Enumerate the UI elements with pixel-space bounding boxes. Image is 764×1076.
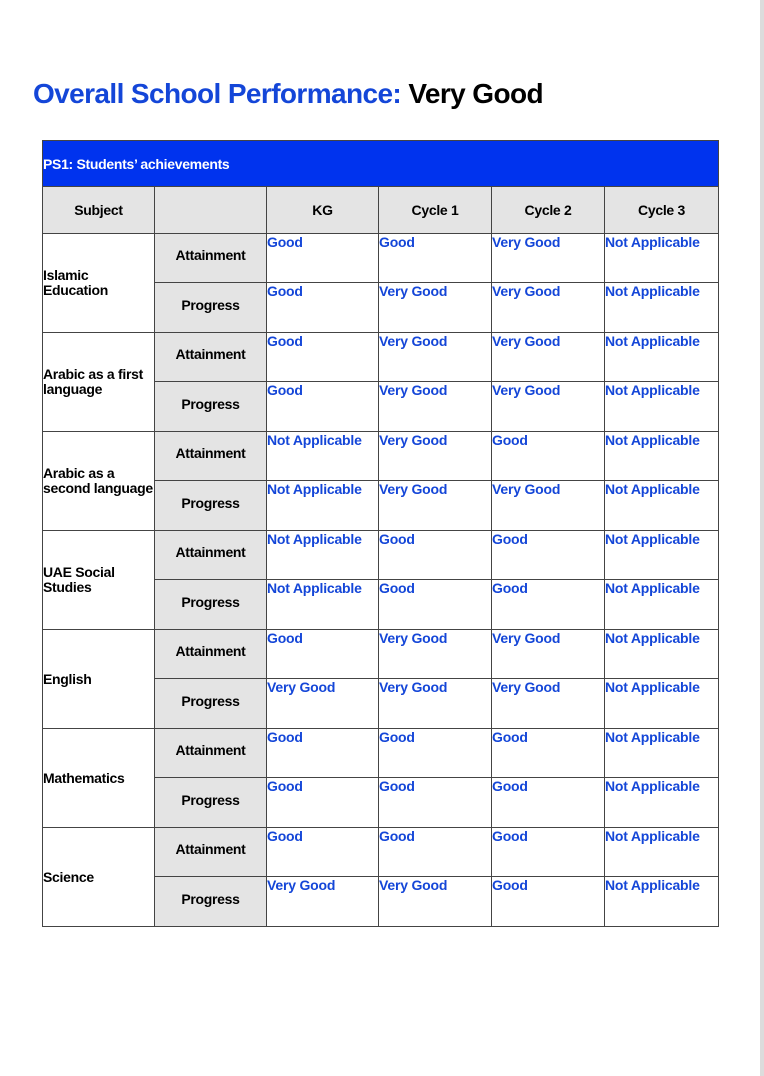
metric-label: Progress: [155, 778, 267, 828]
rating-cell: Not Applicable: [605, 828, 719, 877]
subject-name: Islamic Education: [43, 234, 155, 333]
subject-name: English: [43, 630, 155, 729]
rating-cell: Not Applicable: [605, 333, 719, 382]
rating-cell: Not Applicable: [267, 481, 379, 531]
table-row: [43, 828, 719, 877]
rating-cell: Very Good: [379, 382, 492, 432]
rating-cell: Good: [267, 729, 379, 778]
rating-cell: Good: [267, 234, 379, 283]
rating-cell: Not Applicable: [267, 580, 379, 630]
rating-cell: Not Applicable: [605, 630, 719, 679]
table-row: [43, 234, 719, 283]
page-title: [33, 78, 543, 110]
metric-label: Progress: [155, 679, 267, 729]
metric-label: Attainment: [155, 828, 267, 877]
column-header-cycle-1: Cycle 1: [379, 187, 492, 234]
rating-cell: Very Good: [267, 877, 379, 927]
rating-cell: Good: [492, 778, 605, 828]
rating-cell: Good: [379, 531, 492, 580]
metric-label: Attainment: [155, 432, 267, 481]
rating-cell: Good: [267, 630, 379, 679]
metric-label: Attainment: [155, 333, 267, 382]
rating-cell: Not Applicable: [605, 679, 719, 729]
rating-cell: Not Applicable: [605, 234, 719, 283]
column-header-metric: [155, 187, 267, 234]
rating-cell: Good: [267, 778, 379, 828]
metric-label: Progress: [155, 580, 267, 630]
metric-label: Progress: [155, 877, 267, 927]
rating-cell: Very Good: [379, 630, 492, 679]
rating-cell: Good: [379, 778, 492, 828]
metric-label: Progress: [155, 481, 267, 531]
rating-cell: Good: [267, 333, 379, 382]
rating-cell: Very Good: [492, 481, 605, 531]
table-row: [43, 630, 719, 679]
rating-cell: Very Good: [492, 630, 605, 679]
rating-cell: Good: [267, 828, 379, 877]
rating-cell: Good: [492, 877, 605, 927]
rating-cell: Very Good: [492, 679, 605, 729]
rating-cell: Not Applicable: [605, 778, 719, 828]
rating-cell: Not Applicable: [605, 283, 719, 333]
rating-cell: Very Good: [379, 679, 492, 729]
rating-cell: Good: [492, 432, 605, 481]
rating-cell: Good: [379, 729, 492, 778]
rating-cell: Not Applicable: [605, 580, 719, 630]
column-header-cycle-3: Cycle 3: [605, 187, 719, 234]
table-title: PS1: Students’ achievements: [43, 141, 719, 187]
rating-cell: Not Applicable: [605, 481, 719, 531]
rating-cell: Very Good: [492, 382, 605, 432]
metric-label: Attainment: [155, 729, 267, 778]
rating-cell: Very Good: [379, 333, 492, 382]
column-header-subject: Subject: [43, 187, 155, 234]
rating-cell: Not Applicable: [267, 432, 379, 481]
rating-cell: Very Good: [379, 432, 492, 481]
subject-name: Science: [43, 828, 155, 927]
subject-name: Arabic as a second language: [43, 432, 155, 531]
rating-cell: Not Applicable: [605, 877, 719, 927]
page-title-value: Very Good: [408, 78, 544, 109]
rating-cell: Good: [267, 382, 379, 432]
column-header-cycle-2: Cycle 2: [492, 187, 605, 234]
rating-cell: Not Applicable: [605, 382, 719, 432]
rating-cell: Good: [492, 828, 605, 877]
table-row: [43, 333, 719, 382]
rating-cell: Not Applicable: [267, 531, 379, 580]
rating-cell: Not Applicable: [605, 432, 719, 481]
metric-label: Attainment: [155, 234, 267, 283]
metric-label: Progress: [155, 283, 267, 333]
column-header-row: [43, 187, 719, 234]
column-header-kg: KG: [267, 187, 379, 234]
rating-cell: Good: [379, 580, 492, 630]
rating-cell: Very Good: [492, 333, 605, 382]
rating-cell: Very Good: [492, 283, 605, 333]
subject-name: UAE Social Studies: [43, 531, 155, 630]
subject-name: Arabic as a first language: [43, 333, 155, 432]
rating-cell: Very Good: [379, 283, 492, 333]
rating-cell: Good: [492, 729, 605, 778]
rating-cell: Good: [267, 283, 379, 333]
rating-cell: Good: [492, 531, 605, 580]
achievements-table: [42, 140, 719, 927]
subject-name: Mathematics: [43, 729, 155, 828]
table-title-row: [43, 141, 719, 187]
rating-cell: Very Good: [492, 234, 605, 283]
rating-cell: Very Good: [379, 481, 492, 531]
page-title-label: Overall School Performance:: [33, 78, 402, 109]
rating-cell: Very Good: [267, 679, 379, 729]
metric-label: Progress: [155, 382, 267, 432]
rating-cell: Good: [379, 828, 492, 877]
rating-cell: Not Applicable: [605, 729, 719, 778]
rating-cell: Not Applicable: [605, 531, 719, 580]
rating-cell: Very Good: [379, 877, 492, 927]
metric-label: Attainment: [155, 630, 267, 679]
table-row: [43, 432, 719, 481]
table-row: [43, 531, 719, 580]
page-edge: [760, 0, 764, 1076]
metric-label: Attainment: [155, 531, 267, 580]
table-row: [43, 729, 719, 778]
rating-cell: Good: [492, 580, 605, 630]
rating-cell: Good: [379, 234, 492, 283]
